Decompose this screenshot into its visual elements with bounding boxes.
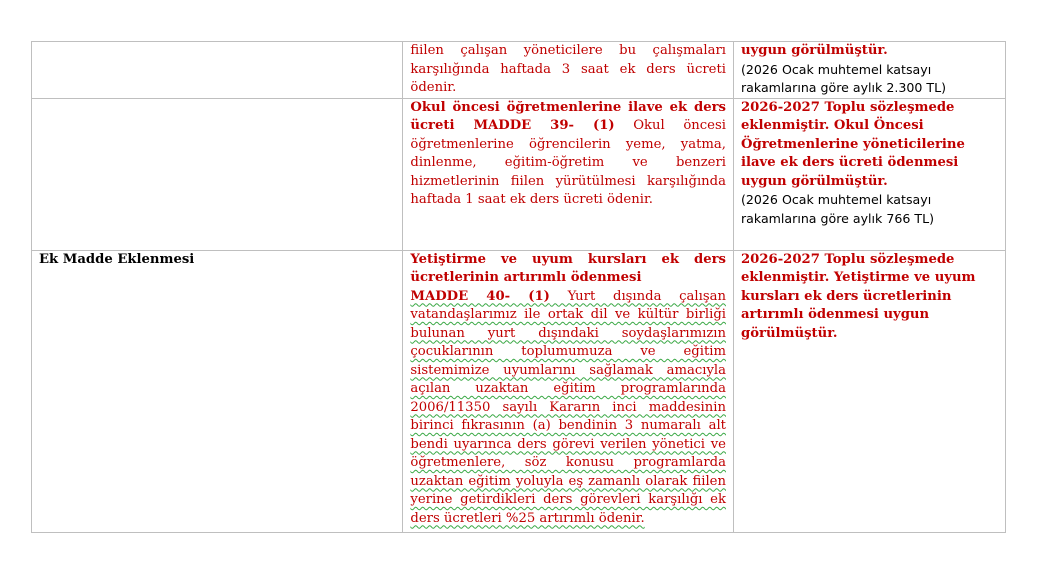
regulation-heading: Okul öncesi öğretmenlerine ilave ek ders ücreti MADDE 39- (1) bbox=[410, 99, 726, 133]
row-label-cell bbox=[32, 42, 403, 99]
agreement-summary: 2026-2027 Toplu sözleşmede eklenmiştir. Yetiştirme ve uyum kursları ek ders ücretlerinin artırımlı ödenmesi uygun görülmüştür. bbox=[740, 251, 976, 341]
regulation-paragraph bbox=[410, 99, 726, 210]
table-row bbox=[32, 250, 1006, 532]
row-label-cell bbox=[32, 250, 403, 532]
regulation-body: fiilen çalışan yöneticilere bu çalışmaları karşılığında haftada 3 saat ek ders ücreti ödenir. bbox=[410, 43, 726, 95]
comparison-table bbox=[31, 41, 1006, 533]
agreement-summary: uygun görülmüştür. bbox=[740, 43, 888, 58]
agreement-note-cell bbox=[733, 42, 1005, 99]
agreement-note-cell bbox=[733, 250, 1005, 532]
article-number: MADDE 40- (1) bbox=[410, 288, 550, 304]
regulation-body: Yurt dışında çalışan vatandaşlarımız ile ortak dil ve kültür birliği bulunan yurt dışındaki soydaşlarımızın çocuklarının toplumumuza ve eğitim sistemimize uyumlarını sağlamak amacıyla açılan uzaktan eğitim programlarında 2006/11350 sayılı Kararın inci maddesinin birinci fıkrasının (a) bendinin 3 numaralı alt bendi uyarınca ders görevi verilen yönetici ve öğretmenlere, söz konusu programlarda uzaktan eğitim yoluyla eş zamanlı olarak fiilen yerine getirdikleri ders görevleri karşılığı ek ders ücretleri %25 artırımlı ödenir. bbox=[410, 288, 726, 526]
regulation-text-cell bbox=[403, 98, 734, 250]
regulation-text-cell bbox=[403, 42, 734, 99]
row-label: Ek Madde Eklenmesi bbox=[39, 251, 195, 267]
estimate-note: (2026 Ocak muhtemel katsayı rakamlarına göre aylık 766 TL) bbox=[740, 192, 935, 226]
regulation-text-cell bbox=[403, 250, 734, 532]
regulation-heading: Yetiştirme ve uyum kursları ek ders ücretlerinin artırımlı ödenmesi bbox=[410, 251, 726, 285]
agreement-note-cell bbox=[733, 98, 1005, 250]
row-label-cell bbox=[32, 98, 403, 250]
agreement-summary: 2026-2027 Toplu sözleşmede eklenmiştir. Okul Öncesi Öğretmenlerine yöneticilerine ilave ek ders ücreti ödenmesi uygun görülmüştür. bbox=[740, 99, 965, 189]
estimate-note: (2026 Ocak muhtemel katsayı rakamlarına göre aylık 2.300 TL) bbox=[740, 61, 947, 95]
table-row bbox=[32, 42, 1006, 99]
regulation-body: Okul öncesi öğretmenlerine öğrencilerin yeme, yatma, dinlenme, eğitim-öğretim ve benzeri hizmetlerinin fiilen yürütülmesi karşılığında haftada 1 saat ek ders ücreti ödenir. bbox=[410, 118, 726, 207]
table-row bbox=[32, 98, 1006, 250]
regulation-paragraph bbox=[410, 288, 726, 529]
